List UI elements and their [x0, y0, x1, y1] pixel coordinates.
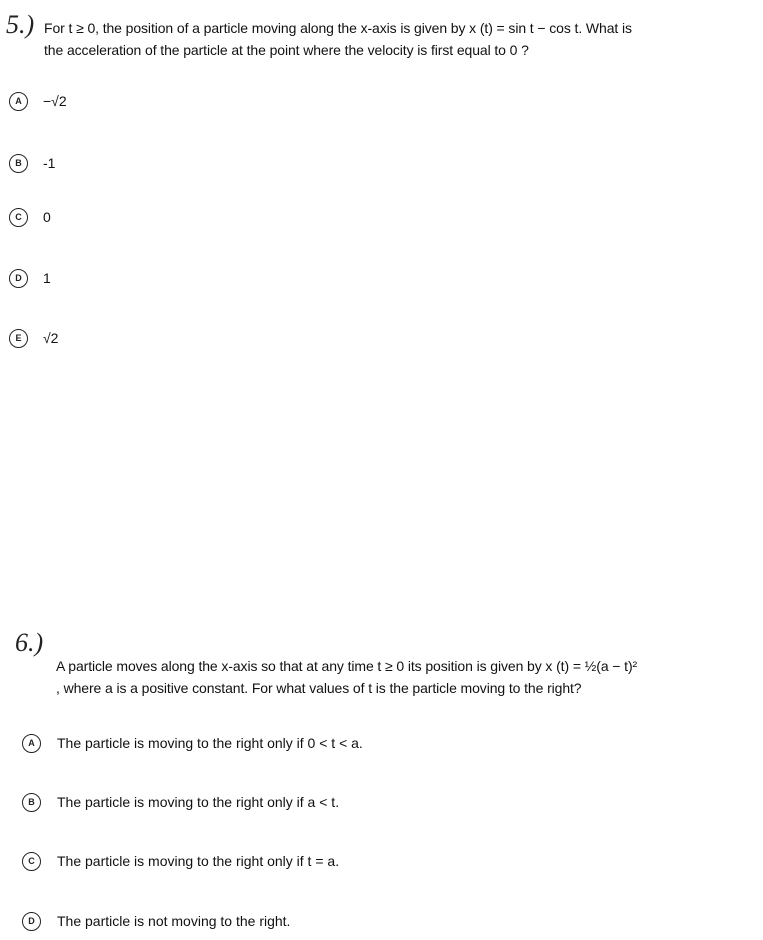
choice-text: 1	[43, 270, 51, 286]
q6-choice-b[interactable]	[22, 790, 339, 814]
choice-text: √2	[43, 330, 59, 346]
q6-choice-a[interactable]	[22, 731, 363, 755]
choice-bubble[interactable]: B	[22, 793, 41, 812]
q5-choice-e[interactable]	[9, 326, 58, 350]
q6-choice-c[interactable]	[22, 849, 339, 873]
choice-text: -1	[43, 155, 56, 171]
choice-bubble[interactable]: E	[9, 329, 28, 348]
question-6-text	[56, 655, 637, 699]
choice-text: 0	[43, 209, 51, 225]
question-5-text	[44, 17, 632, 61]
choice-bubble[interactable]: A	[22, 734, 41, 753]
choice-bubble[interactable]: A	[9, 92, 28, 111]
q5-choice-a[interactable]	[9, 89, 67, 113]
q5-choice-c[interactable]	[9, 205, 51, 229]
choice-text: The particle is moving to the right only if a < t.	[57, 794, 340, 810]
choice-bubble[interactable]: D	[22, 912, 41, 931]
choice-bubble[interactable]: B	[9, 154, 28, 173]
choice-bubble[interactable]: C	[22, 852, 41, 871]
choice-text: −√2	[43, 93, 67, 109]
choice-bubble[interactable]: D	[9, 269, 28, 288]
q5-choice-b[interactable]	[9, 151, 55, 175]
choice-text: The particle is moving to the right only if t = a.	[57, 853, 340, 869]
q5-choice-d[interactable]	[9, 266, 51, 290]
q6-choice-d[interactable]	[22, 909, 290, 933]
question-5-line-2: the acceleration of the particle at the point where the velocity is first equal to 0 ?	[44, 42, 529, 58]
question-5-line-1: For t ≥ 0, the position of a particle moving along the x-axis is given by x (t) = sin t − cos t. What is	[44, 20, 632, 36]
question-6-number: 6.)	[15, 628, 44, 657]
choice-text: The particle is not moving to the right.	[57, 913, 291, 929]
question-6-line-1: A particle moves along the x-axis so that at any time t ≥ 0 its position is given by x (t) = ½(a − t)²	[56, 658, 638, 674]
question-5-number: 5.)	[6, 10, 35, 39]
choice-text: The particle is moving to the right only if 0 < t < a.	[57, 735, 363, 751]
question-6-line-2: , where a is a positive constant. For what values of t is the particle moving to the right?	[56, 680, 582, 696]
choice-bubble[interactable]: C	[9, 208, 28, 227]
